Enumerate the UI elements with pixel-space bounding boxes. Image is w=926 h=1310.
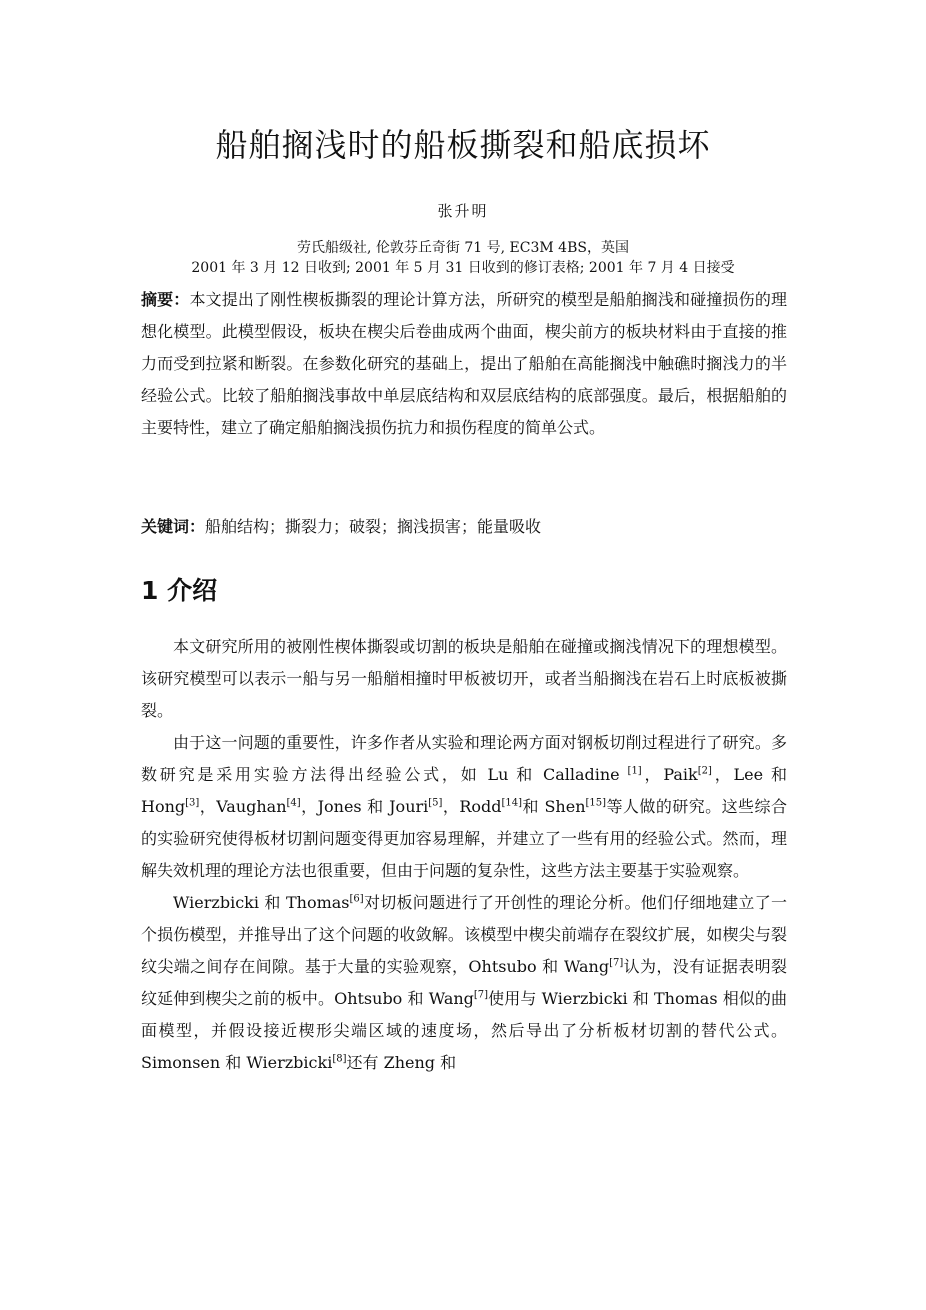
received-dates: 2001 年 3 月 12 日收到; 2001 年 5 月 31 日收到的修订表格; 2001 年 7 月 4 日接受 bbox=[191, 260, 735, 276]
text-run: 使用与 Wierzbicki 和 Thomas 相似的曲面模型，并假设接近楔形尖端区域的速度场，然后导出了分析板材切割的替代公式。Simonsen 和 Wierzbicki bbox=[141, 989, 787, 1072]
citation-ref: [4] bbox=[286, 797, 301, 809]
keywords-label: 关键词： bbox=[141, 517, 206, 536]
keywords bbox=[141, 511, 787, 543]
citation-ref: [6] bbox=[349, 893, 364, 905]
citation-ref: [7] bbox=[609, 957, 624, 969]
keywords-text: 船舶结构；撕裂力；破裂；搁浅损害；能量吸收 bbox=[205, 517, 542, 536]
citation-ref: [14] bbox=[501, 797, 523, 809]
paragraph-2 bbox=[141, 727, 787, 887]
abstract-text: 本文提出了刚性楔板撕裂的理论计算方法，所研究的模型是船舶搁浅和碰撞损伤的理想化模型。此模型假设，板块在楔尖后卷曲成两个曲面，楔尖前方的板块材料由于直接的推力而受到拉紧和断裂。在参数化研究的基础上，提出了船舶在高能搁浅中触礁时搁浅力的半经验公式。比较了船舶搁浅事故中单层底结构和双层底结构的底部强度。最后，根据船舶的主要特性，建立了确定船舶搁浅损伤抗力和损伤程度的简单公式。 bbox=[141, 290, 787, 437]
text-run: 对切板问题进行了开创性的理论分析。他们仔细地建立了一个损伤模型，并推导出了这个问题的收敛解。该模型中楔尖前端存在裂纹扩展，如楔尖与裂纹尖端之间存在间隙。基于大量的实验观察，Ohtsubo 和 Wang bbox=[141, 893, 787, 976]
citation-ref: [7] bbox=[473, 989, 489, 1001]
text-run: ，Paik bbox=[641, 765, 698, 784]
abstract bbox=[141, 284, 787, 444]
text-run: ，Rodd bbox=[442, 797, 502, 816]
text-run: 认为，没有证据表明裂纹延伸到楔尖之前的板中。Ohtsubo 和 Wang bbox=[141, 957, 787, 1008]
author-name: 张升明 bbox=[437, 202, 489, 220]
section-heading: 1 介绍 bbox=[141, 576, 218, 605]
introduction-body bbox=[141, 631, 787, 1079]
citation-ref: [8] bbox=[332, 1053, 347, 1065]
citation-ref: [15] bbox=[585, 797, 607, 809]
text-run: ，Jones 和 Jouri bbox=[300, 797, 429, 816]
text-run: 和 Shen bbox=[522, 797, 586, 816]
text-run: Wierzbicki 和 Thomas bbox=[173, 893, 350, 912]
citation-ref: [5] bbox=[428, 797, 443, 809]
paper-title: 船舶搁浅时的船板撕裂和船底损坏 bbox=[215, 126, 711, 164]
text-run: ，Vaughan bbox=[199, 797, 287, 816]
paragraph-3 bbox=[141, 887, 787, 1079]
text-run: ，Lee 和 Hong bbox=[141, 765, 787, 816]
abstract-label: 摘要： bbox=[141, 290, 190, 309]
citation-ref: [1] bbox=[627, 765, 642, 777]
affiliation: 劳氏船级社, 伦敦芬丘奇街 71 号, EC3M 4BS，英国 bbox=[297, 240, 629, 256]
paragraph-1: 本文研究所用的被刚性楔体撕裂或切割的板块是船舶在碰撞或搁浅情况下的理想模型。该研究模型可以表示一船与另一船艏相撞时甲板被切开，或者当船搁浅在岩石上时底板被撕裂。 bbox=[141, 637, 787, 720]
affiliation-block bbox=[0, 238, 926, 278]
citation-ref: [3] bbox=[185, 797, 200, 809]
text-run: 还有 Zheng 和 bbox=[346, 1053, 457, 1072]
citation-ref: [2] bbox=[697, 765, 712, 777]
text-run: 等人做的研究。这些综合的实验研究使得板材切割问题变得更加容易理解，并建立了一些有用的经验公式。然而，理解失效机理的理论方法也很重要，但由于问题的复杂性，这些方法主要基于实验观察。 bbox=[141, 797, 787, 880]
text-run: 由于这一问题的重要性，许多作者从实验和理论两方面对钢板切削过程进行了研究。多数研究是采用实验方法得出经验公式，如 Lu 和 Calladine bbox=[141, 733, 787, 784]
